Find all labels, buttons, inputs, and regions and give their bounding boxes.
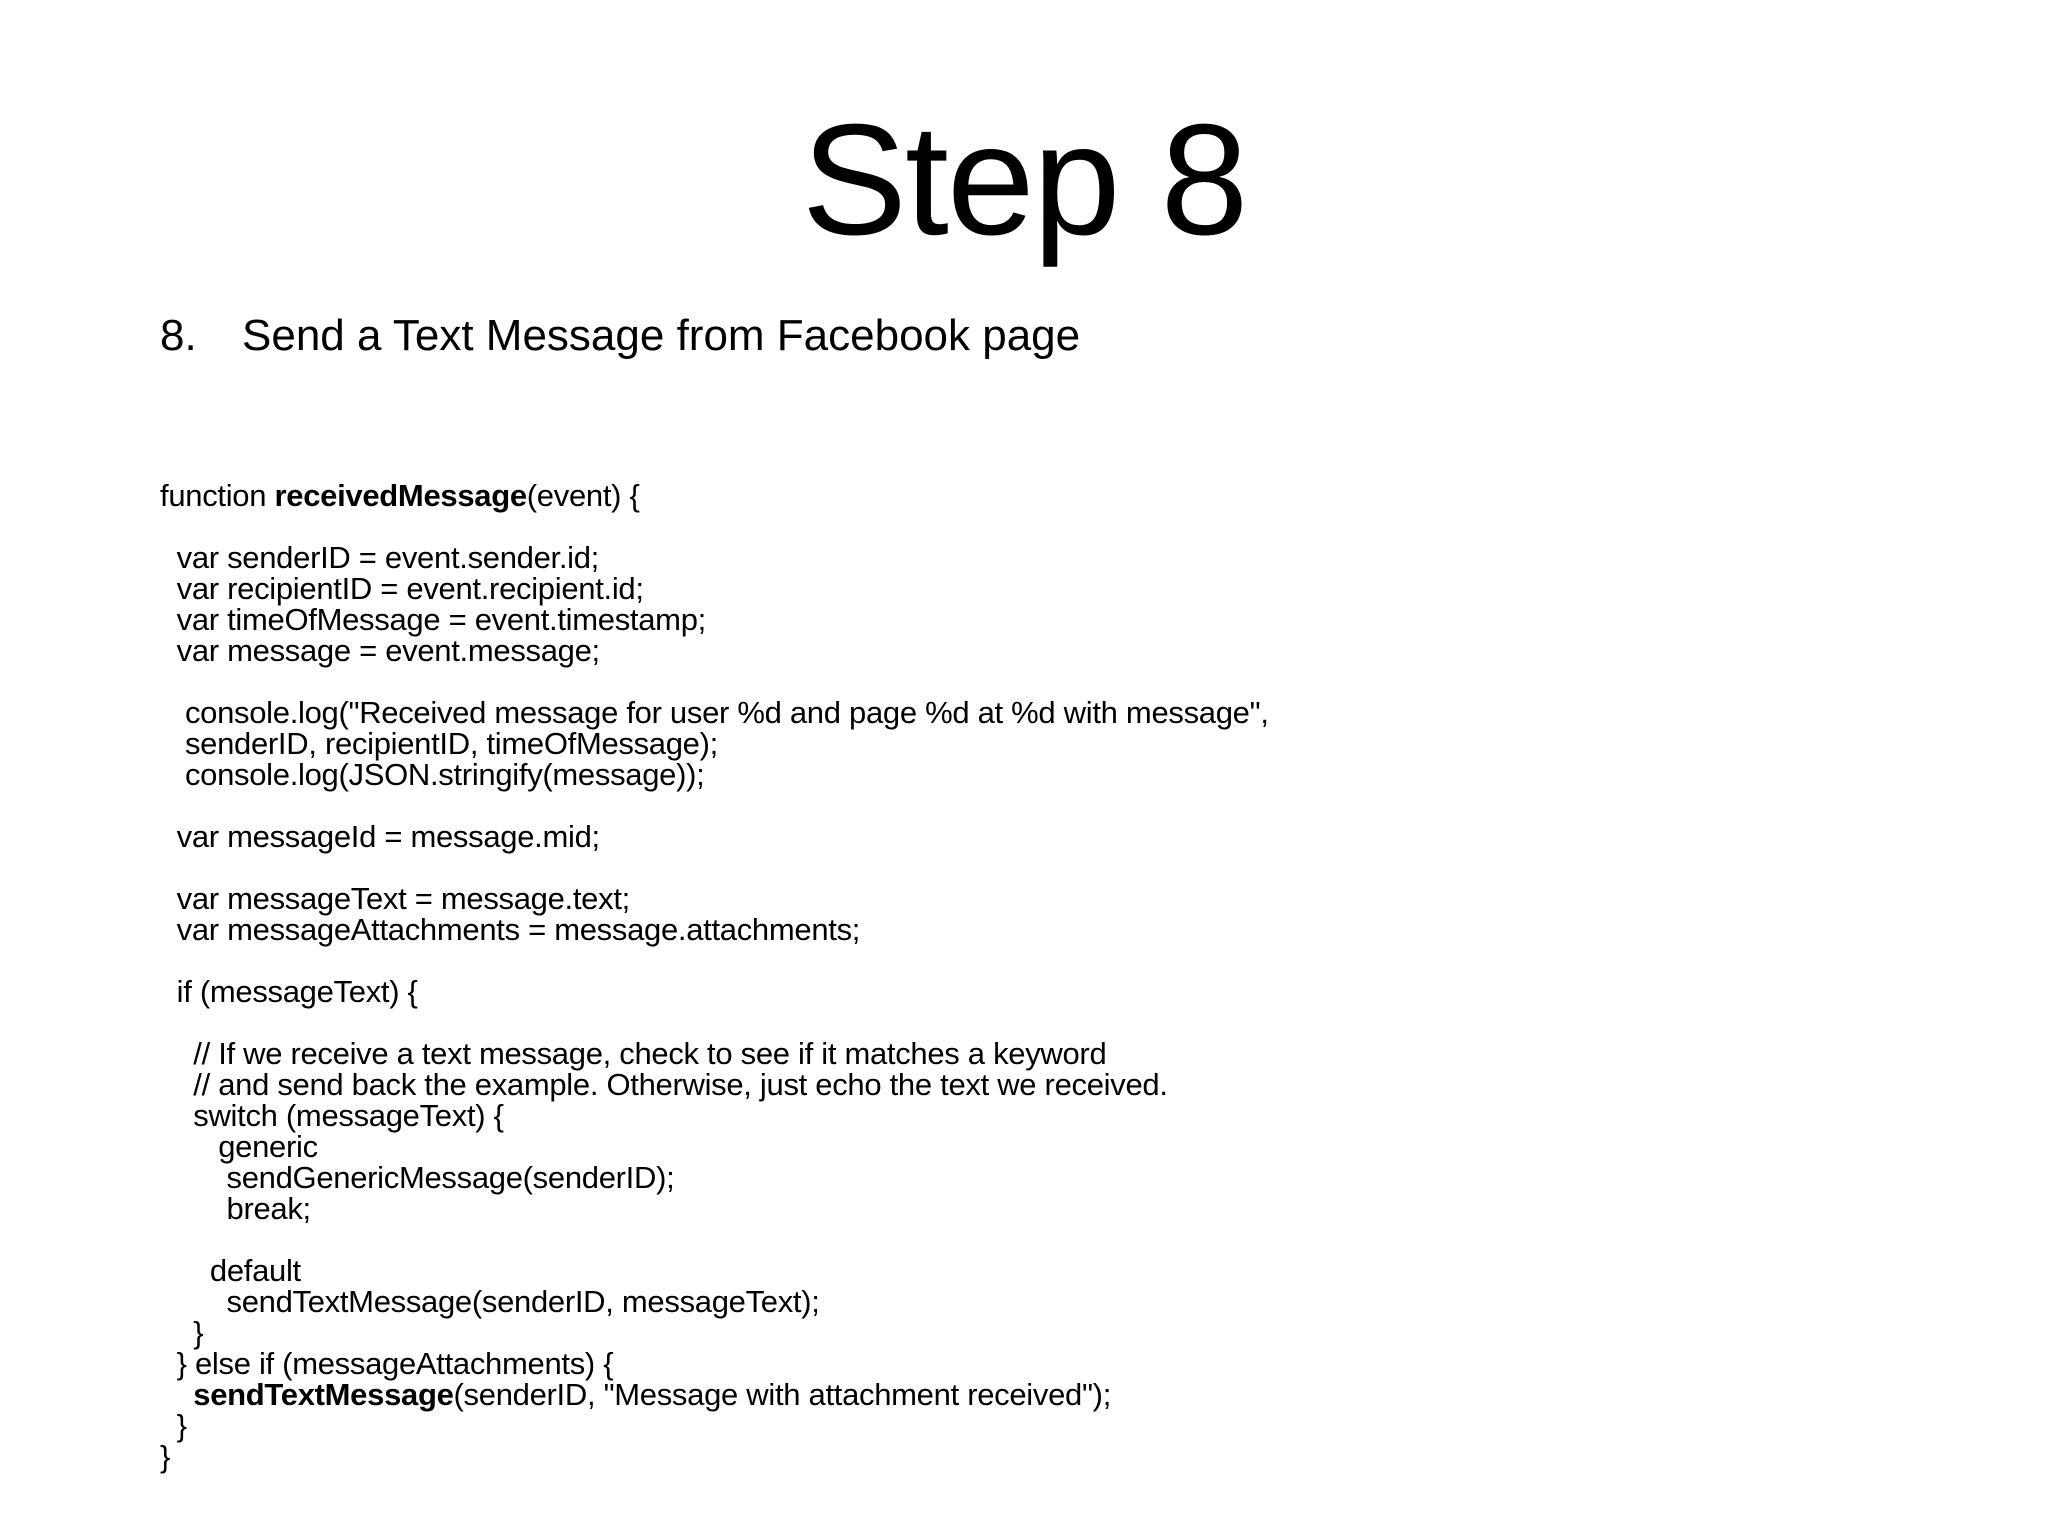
code-line: var messageText = message.text; <box>160 881 630 916</box>
code-indent <box>160 1377 193 1412</box>
code-line: } <box>160 1439 171 1474</box>
step-text: Send a Text Message from Facebook page <box>242 311 1081 360</box>
code-line: } <box>160 1315 204 1350</box>
step-list-item <box>160 308 1080 364</box>
code-blank-line <box>160 1224 1860 1255</box>
code-line: } <box>160 1408 187 1443</box>
code-blank-line <box>160 666 1860 697</box>
code-line: sendGenericMessage(senderID); <box>160 1160 675 1195</box>
code-args: (senderID, "Message with attachment received"); <box>453 1377 1112 1412</box>
code-line: break; <box>160 1191 311 1226</box>
code-line: var senderID = event.sender.id; <box>160 540 599 575</box>
code-blank-line <box>160 1007 1860 1038</box>
step-number: 8. <box>160 311 197 360</box>
code-line-send <box>160 1379 1860 1410</box>
code-line: var messageAttachments = message.attachments; <box>160 912 861 947</box>
function-call-name: sendTextMessage <box>193 1377 454 1412</box>
code-blank-line <box>160 852 1860 883</box>
code-keyword: function <box>160 478 275 513</box>
code-line: senderID, recipientID, timeOfMessage); <box>160 726 718 761</box>
code-line: var timeOfMessage = event.timestamp; <box>160 602 706 637</box>
code-line: var messageId = message.mid; <box>160 819 600 854</box>
code-line: switch (messageText) { <box>160 1098 504 1133</box>
code-line-function <box>160 480 1860 511</box>
code-comment-line: // If we receive a text message, check to see if it matches a keyword <box>160 1036 1107 1071</box>
code-blank-line <box>160 945 1860 976</box>
code-line: sendTextMessage(senderID, messageText); <box>160 1284 820 1319</box>
code-line: } else if (messageAttachments) { <box>160 1346 614 1381</box>
code-line: var message = event.message; <box>160 633 600 668</box>
code-block <box>160 480 1860 1472</box>
code-line: if (messageText) { <box>160 974 418 1009</box>
code-blank-line <box>160 790 1860 821</box>
code-params: (event) { <box>526 478 640 513</box>
function-name: receivedMessage <box>274 478 527 513</box>
code-blank-line <box>160 511 1860 542</box>
code-line: console.log("Received message for user %d and page %d at %d with message", <box>160 695 1269 730</box>
code-line: generic <box>160 1129 318 1164</box>
slide-title: Step 8 <box>801 92 1247 268</box>
code-line: default <box>160 1253 301 1288</box>
code-comment-line: // and send back the example. Otherwise, just echo the text we received. <box>160 1067 1168 1102</box>
code-line: var recipientID = event.recipient.id; <box>160 571 644 606</box>
code-line: console.log(JSON.stringify(message)); <box>160 757 705 792</box>
